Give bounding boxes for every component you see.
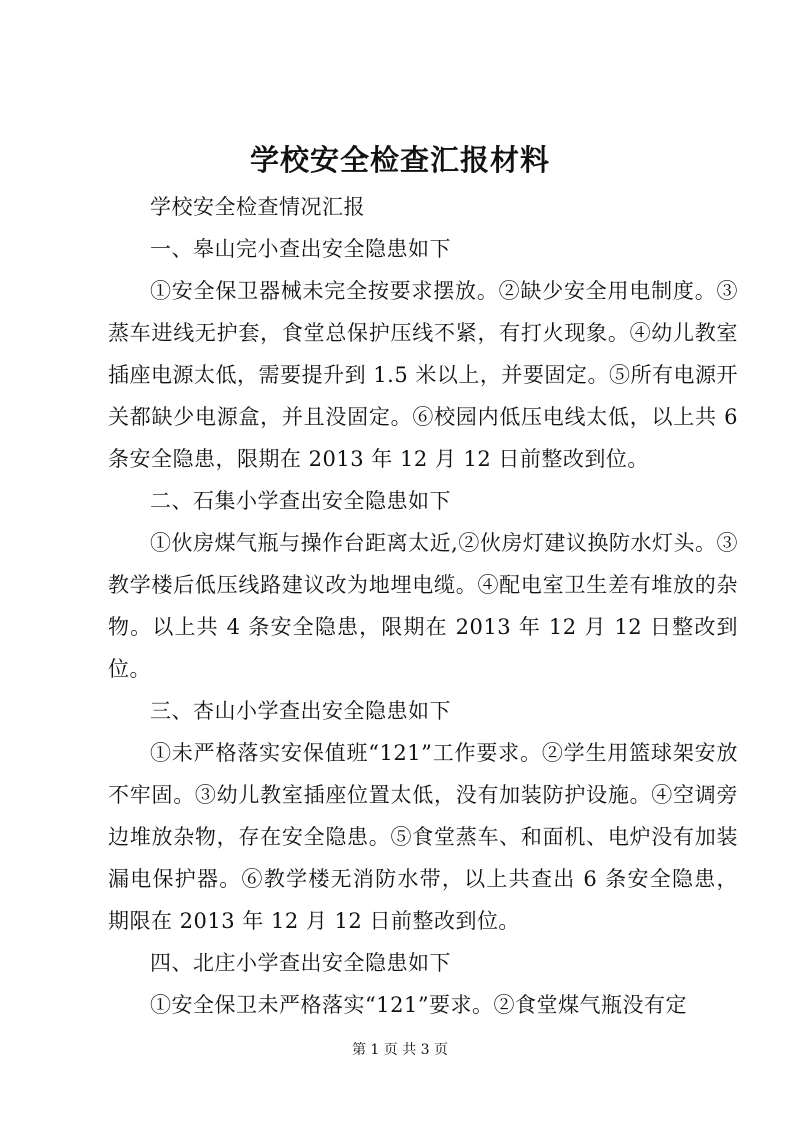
document-body	[108, 186, 738, 1026]
paragraph-section-2-body: ①伙房煤气瓶与操作台距离太近,②伙房灯建议换防水灯头。③教学楼后低压线路建议改为地埋电缆。④配电室卫生差有堆放的杂物。以上共 4 条安全隐患，限期在 2013 年 12 月 12 日整改到位。	[108, 531, 738, 681]
page-footer: 第 1 页 共 3 页	[351, 1042, 449, 1058]
paragraph-section-4-heading: 四、北庄小学查出安全隐患如下	[150, 951, 451, 975]
paragraph-section-2-heading: 二、石集小学查出安全隐患如下	[150, 489, 451, 513]
paragraph-section-3-body: ①未严格落实安保值班“121”工作要求。②学生用篮球架安放不牢固。③幼儿教室插座位置太低，没有加装防护设施。④空调旁边堆放杂物，存在安全隐患。⑤食堂蒸车、和面机、电炉没有加装漏电保护器。⑥教学楼无消防水带，以上共查出 6 条安全隐患，期限在 2013 年 12 月 12 日前整改到位。	[108, 741, 738, 933]
paragraph-section-4-body: ①安全保卫未严格落实“121”要求。②食堂煤气瓶没有定	[150, 993, 688, 1017]
paragraph-section-1-body: ①安全保卫器械未完全按要求摆放。②缺少安全用电制度。③蒸车进线无护套，食堂总保护压线不紧，有打火现象。④幼儿教室插座电源太低，需要提升到 1.5 米以上，并要固定。⑤所有电源开关都缺少电源盒，并且没固定。⑥校园内低压电线太低，以上共 6 条安全隐患，限期在 2013 年 12 月 12 日前整改到位。	[108, 279, 738, 471]
paragraph-section-3-heading: 三、杏山小学查出安全隐患如下	[150, 699, 451, 723]
paragraph-section-1-heading: 一、皋山完小查出安全隐患如下	[150, 237, 451, 261]
document-title: 学校安全检查汇报材料	[249, 143, 550, 177]
paragraph-report-heading: 学校安全检查情况汇报	[150, 195, 365, 219]
